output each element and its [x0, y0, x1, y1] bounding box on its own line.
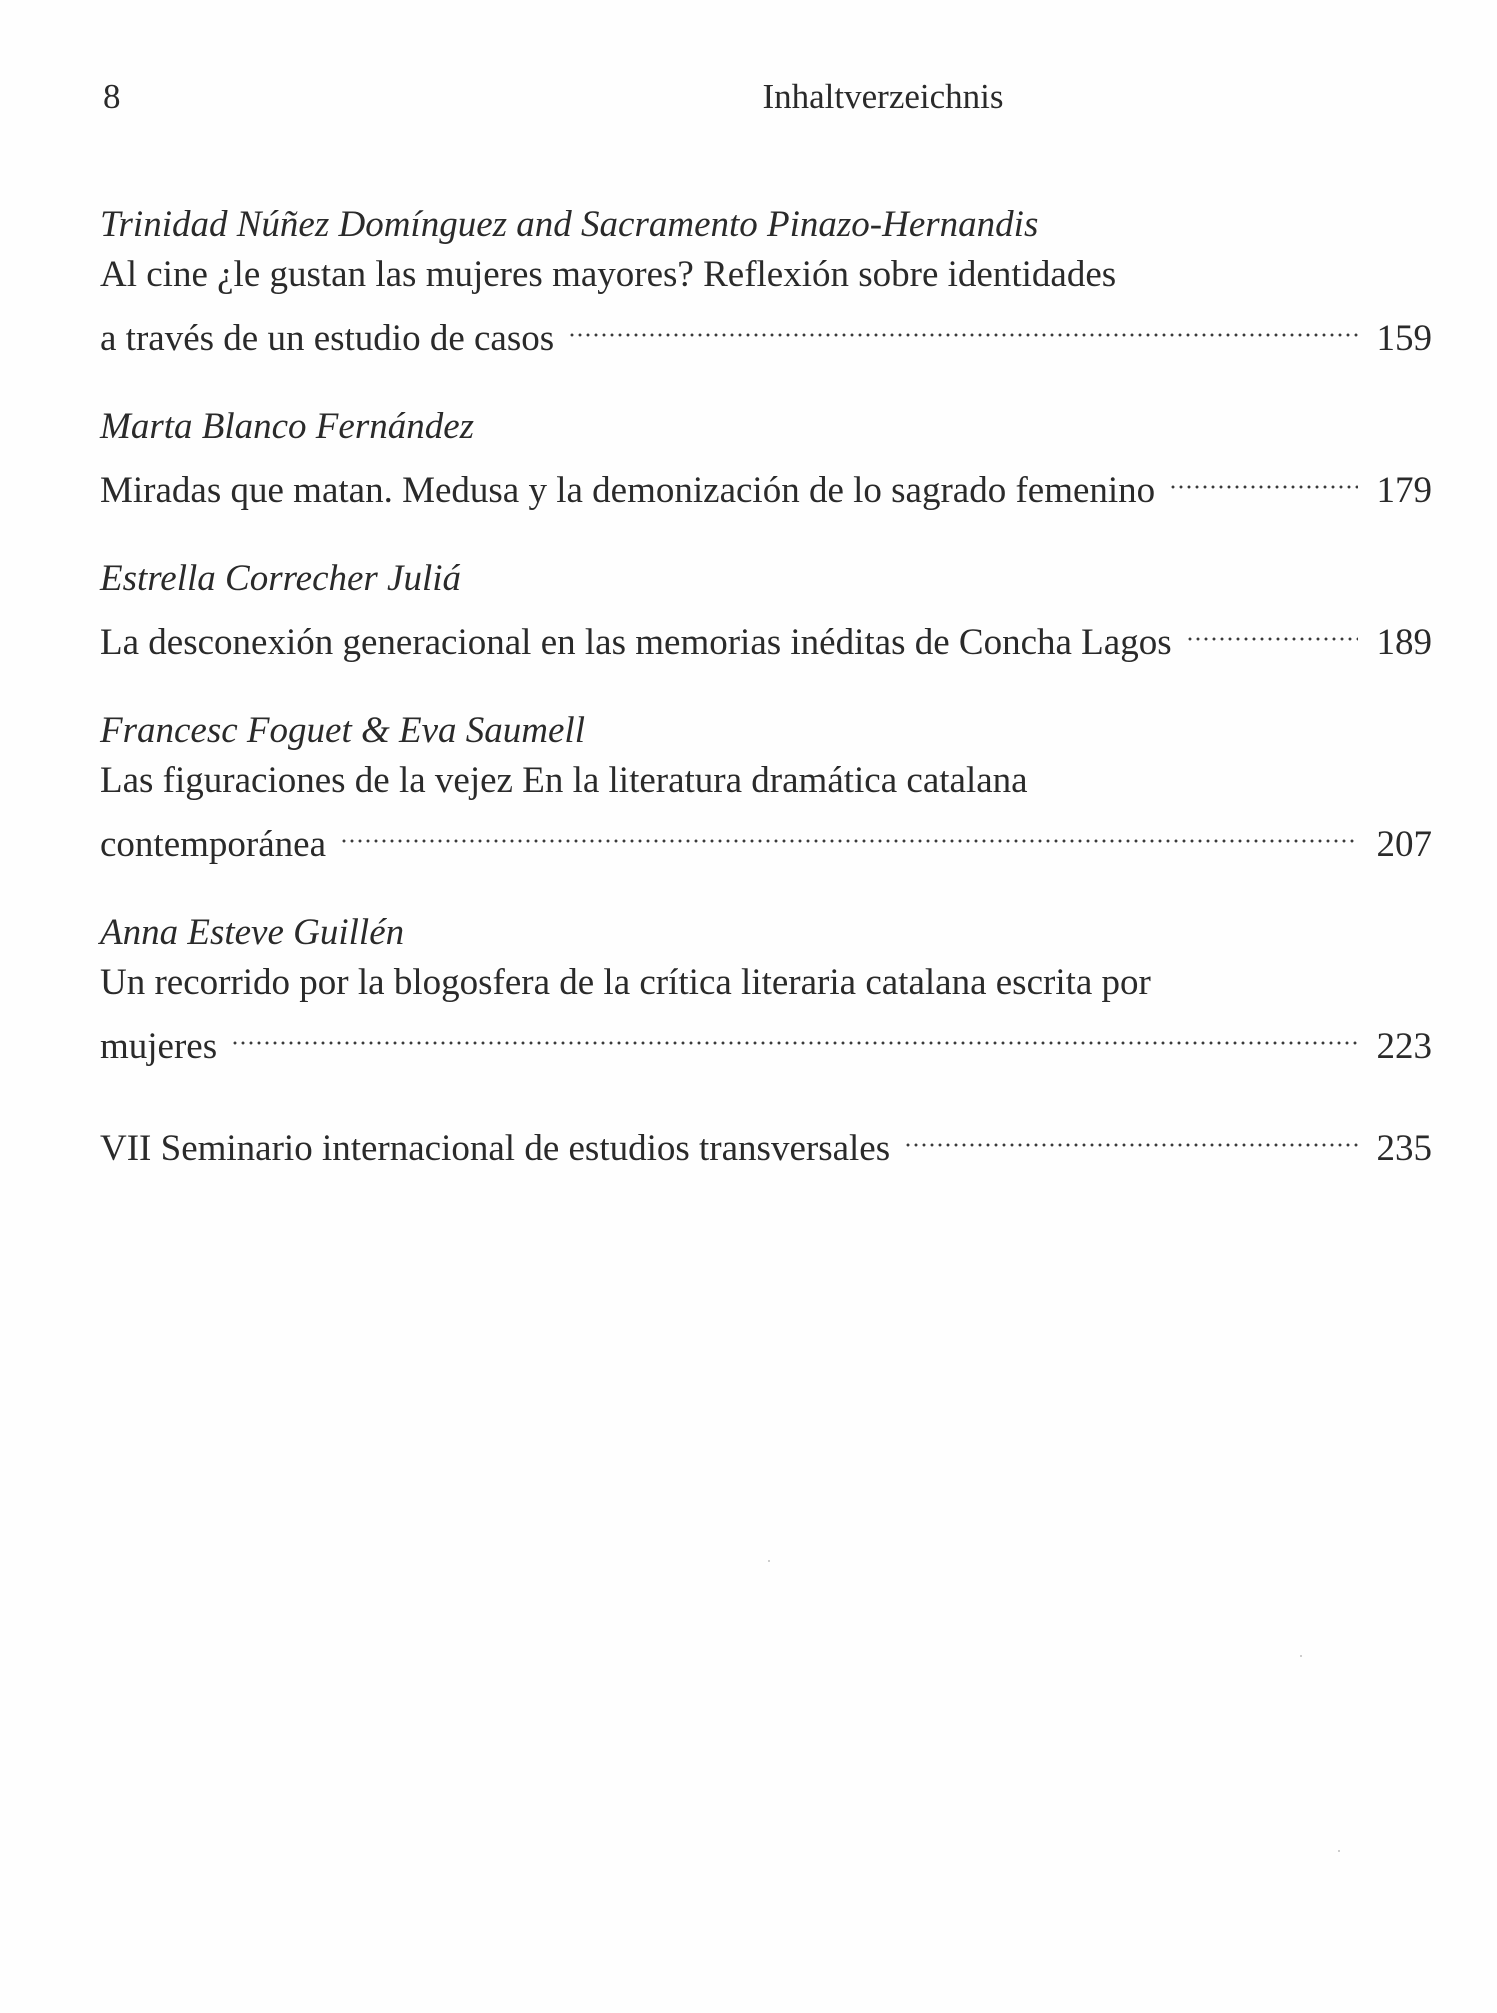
toc-page-number: 189	[1376, 622, 1432, 663]
toc-author: Francesc Foguet & Eva Saumell	[100, 710, 585, 751]
toc-page-number: 235	[1376, 1128, 1432, 1169]
dot-leader	[231, 1008, 1358, 1058]
toc-entry	[100, 554, 1432, 663]
toc-page-number: 179	[1376, 470, 1432, 511]
toc-author: Estrella Correcher Juliá	[100, 558, 462, 599]
scan-speck	[1338, 1850, 1340, 1852]
toc-leader-line	[100, 452, 1432, 511]
toc-page-number: 207	[1376, 824, 1432, 865]
toc-author: Trinidad Núñez Domínguez and Sacramento Pinazo-Hernandis	[100, 204, 1039, 245]
dot-leader	[340, 806, 1358, 856]
table-of-contents	[100, 200, 1432, 1212]
page-number: 8	[103, 77, 121, 116]
toc-title-line: Miradas que matan. Medusa y la demonización de lo sagrado femenino	[100, 470, 1156, 511]
toc-title-line: a través de un estudio de casos	[100, 318, 555, 359]
toc-title-line: Un recorrido por la blogosfera de la crítica literaria catalana escrita por	[100, 962, 1151, 1003]
toc-leader-line	[100, 604, 1432, 663]
toc-entry	[100, 1110, 1432, 1169]
toc-page-number: 223	[1376, 1026, 1432, 1067]
running-head	[103, 72, 1433, 122]
toc-title-line: mujeres	[100, 1026, 218, 1067]
toc-entry	[100, 200, 1432, 359]
scan-speck	[1300, 1655, 1302, 1657]
toc-author: Marta Blanco Fernández	[100, 406, 475, 447]
toc-title-line: Las figuraciones de la vejez En la literatura dramática catalana	[100, 760, 1028, 801]
toc-entry	[100, 706, 1432, 865]
toc-title-line: La desconexión generacional en las memorias inéditas de Concha Lagos	[100, 622, 1172, 663]
scan-speck	[768, 1560, 770, 1562]
toc-entry	[100, 402, 1432, 511]
toc-title-line: Al cine ¿le gustan las mujeres mayores? Reflexión sobre identidades	[100, 254, 1117, 295]
dot-leader	[904, 1110, 1358, 1160]
toc-title-line: VII Seminario internacional de estudios transversales	[100, 1128, 891, 1169]
dot-leader	[1169, 452, 1358, 502]
toc-page-number: 159	[1376, 318, 1432, 359]
toc-title-line: contemporánea	[100, 824, 326, 865]
toc-leader-line	[100, 1110, 1432, 1169]
toc-leader-line	[100, 300, 1432, 359]
dot-leader	[568, 300, 1358, 350]
toc-author: Anna Esteve Guillén	[100, 912, 405, 953]
dot-leader	[1186, 604, 1358, 654]
toc-entry	[100, 908, 1432, 1067]
toc-leader-line	[100, 806, 1432, 865]
toc-leader-line	[100, 1008, 1432, 1067]
running-title: Inhaltverzeichnis	[762, 77, 1004, 116]
